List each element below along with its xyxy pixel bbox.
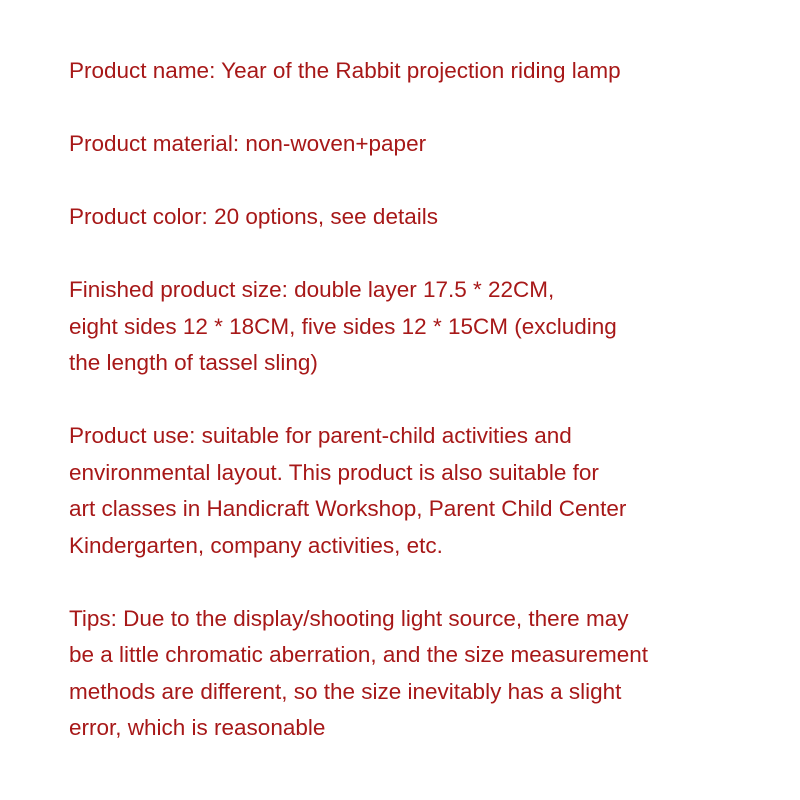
product-use-line-3: art classes in Handicraft Workshop, Parent Child Center — [69, 496, 627, 521]
tips-line-1: Tips: Due to the display/shooting light source, there may — [69, 605, 629, 631]
product-size-line-1: Finished product size: double layer 17.5 * 22CM, — [69, 277, 555, 302]
product-name-line: Product name: Year of the Rabbit projection riding lamp — [69, 58, 621, 83]
product-use-line-4: Kindergarten, company activities, etc. — [69, 532, 443, 558]
tips-line-2: be a little chromatic aberration, and the size measurement — [69, 642, 649, 667]
product-color-paragraph — [69, 199, 789, 236]
tips-line-4: error, which is reasonable — [69, 715, 326, 740]
product-name-paragraph — [69, 53, 789, 90]
product-use-line-1: Product use: suitable for parent-child activities and — [69, 423, 572, 448]
product-description — [69, 53, 789, 783]
tips-line-3: methods are different, so the size inevitably has a slight — [69, 678, 622, 704]
product-color-line: Product color: 20 options, see details — [69, 204, 438, 229]
product-material-paragraph — [69, 126, 789, 163]
product-size-line-3: the length of tassel sling) — [69, 350, 318, 375]
product-use-line-2: environmental layout. This product is also suitable for — [69, 459, 599, 485]
product-size-line-2: eight sides 12 * 18CM, five sides 12 * 15CM (excluding — [69, 313, 617, 339]
tips-paragraph — [69, 601, 789, 747]
product-material-line: Product material: non-woven+paper — [69, 131, 427, 156]
product-size-paragraph — [69, 272, 789, 382]
product-use-paragraph — [69, 418, 789, 564]
